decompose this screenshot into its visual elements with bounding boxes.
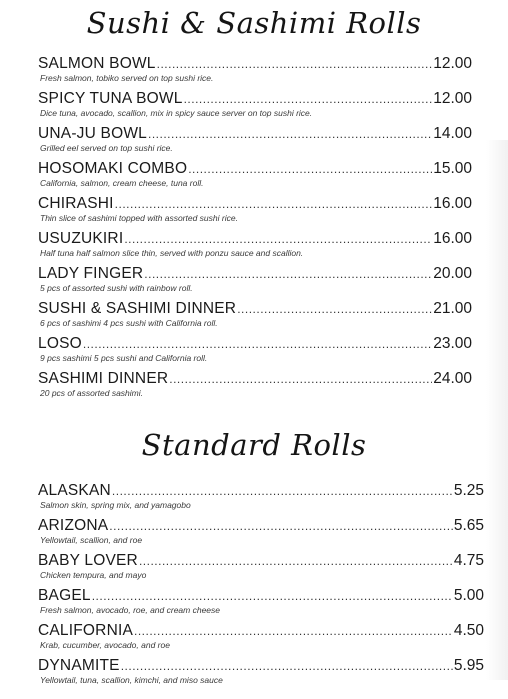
menu-item-price: 5.95 [453,657,484,674]
menu-item-line [38,334,472,353]
menu-item-description: 5 pcs of assorted sushi with rainbow roll. [40,283,193,293]
menu-item-name: UNA-JU BOWL [38,125,147,142]
menu-item-description: Yellowtail, tuna, scallion, kimchi, and miso sauce [40,675,223,685]
menu-item-description: Grilled eel served on top sushi rice. [40,143,173,153]
menu-item-description: Half tuna half salmon slice thin, served with ponzu sauce and scallion. [40,248,304,258]
menu-item-line [38,481,484,500]
menu-item-name: SUSHI & SASHIMI DINNER [38,300,237,317]
dot-leader [144,265,432,284]
sushi-sashimi-list [38,54,472,404]
menu-item-description: California, salmon, cream cheese, tuna roll. [40,178,204,188]
menu-item-line [38,229,472,248]
menu-item-name: LOSO [38,335,82,352]
menu-item-line [38,124,472,143]
menu-item-description: Krab, cucumber, avocado, and roe [40,640,170,650]
menu-item-line [38,194,472,213]
dot-leader [134,622,453,641]
page-edge-shadow [486,140,508,680]
menu-item [38,264,472,299]
standard-rolls-list [38,481,484,691]
menu-item-description: Salmon skin, spring mix, and yamagobo [40,500,191,510]
menu-item-line [38,586,484,605]
menu-item-description: Fresh salmon, tobiko served on top sushi rice. [40,73,214,83]
menu-item-name: BAGEL [38,587,91,604]
dot-leader [169,370,432,389]
dot-leader [148,125,432,144]
menu-item [38,369,472,404]
menu-item-description: Thin slice of sashimi topped with assorted sushi rice. [40,213,238,223]
dot-leader [157,55,433,74]
menu-item-line [38,299,472,318]
menu-item-line [38,621,484,640]
menu-item-name: LADY FINGER [38,265,144,282]
menu-item-line [38,159,472,178]
menu-item-line [38,656,484,675]
menu-item-name: SASHIMI DINNER [38,370,169,387]
menu-item-name: CALIFORNIA [38,622,134,639]
dot-leader [92,587,453,606]
menu-item-price: 12.00 [433,55,472,72]
menu-item-name: SPICY TUNA BOWL [38,90,183,107]
menu-item-price: 15.00 [433,160,472,177]
dot-leader [124,230,432,249]
section-title-standard-rolls: Standard Rolls [141,428,367,462]
menu-item [38,159,472,194]
dot-leader [83,335,432,354]
menu-item-description: Chicken tempura, and mayo [40,570,147,580]
dot-leader [115,195,433,214]
menu-item-description: 9 pcs sashimi 5 pcs sushi and California roll. [40,353,208,363]
menu-item-description: Fresh salmon, avocado, roe, and cream cheese [40,605,221,615]
dot-leader [112,482,453,501]
menu-item-price: 14.00 [433,125,472,142]
dot-leader [109,517,453,536]
menu-item-price: 21.00 [433,300,472,317]
menu-item [38,516,484,551]
menu-item-price: 16.00 [433,195,472,212]
menu-item [38,54,472,89]
menu-item-description: 20 pcs of assorted sashimi. [40,388,143,398]
menu-item-price: 4.75 [453,552,484,569]
menu-item-name: SALMON BOWL [38,55,156,72]
menu-item-name: USUZUKIRI [38,230,124,247]
dot-leader [188,160,432,179]
menu-item [38,89,472,124]
menu-item-description: Yellowtail, scallion, and roe [40,535,143,545]
dot-leader [237,300,432,319]
menu-item-line [38,369,472,388]
menu-item-name: DYNAMITE [38,657,120,674]
section-title-sushi-sashimi-rolls: Sushi & Sashimi Rolls [86,6,422,40]
dot-leader [139,552,453,571]
menu-item [38,299,472,334]
menu-item-price: 23.00 [433,335,472,352]
menu-item [38,586,484,621]
menu-item [38,481,484,516]
menu-item [38,621,484,656]
menu-item-name: ALASKAN [38,482,111,499]
menu-item-price: 20.00 [433,265,472,282]
menu-item-name: BABY LOVER [38,552,138,569]
menu-item-description: 6 pcs of sashimi 4 pcs sushi with California roll. [40,318,218,328]
menu-item-description: Dice tuna, avocado, scallion, mix in spicy sauce server on top sushi rice. [40,108,313,118]
menu-item [38,229,472,264]
menu-item-price: 5.25 [453,482,484,499]
menu-item-price: 4.50 [453,622,484,639]
menu-item-price: 5.65 [453,517,484,534]
menu-item-name: ARIZONA [38,517,109,534]
dot-leader [184,90,433,109]
menu-item-line [38,264,472,283]
menu-item-line [38,54,472,73]
menu-item [38,124,472,159]
menu-item-price: 16.00 [433,230,472,247]
menu-item-price: 12.00 [433,90,472,107]
menu-item [38,334,472,369]
menu-item-line [38,516,484,535]
menu-item-name: HOSOMAKI COMBO [38,160,188,177]
menu-item-name: CHIRASHI [38,195,114,212]
dot-leader [121,657,453,676]
menu-item [38,194,472,229]
menu-item [38,656,484,691]
menu-item-line [38,89,472,108]
menu-item [38,551,484,586]
menu-item-price: 24.00 [433,370,472,387]
menu-item-price: 5.00 [453,587,484,604]
menu-item-line [38,551,484,570]
